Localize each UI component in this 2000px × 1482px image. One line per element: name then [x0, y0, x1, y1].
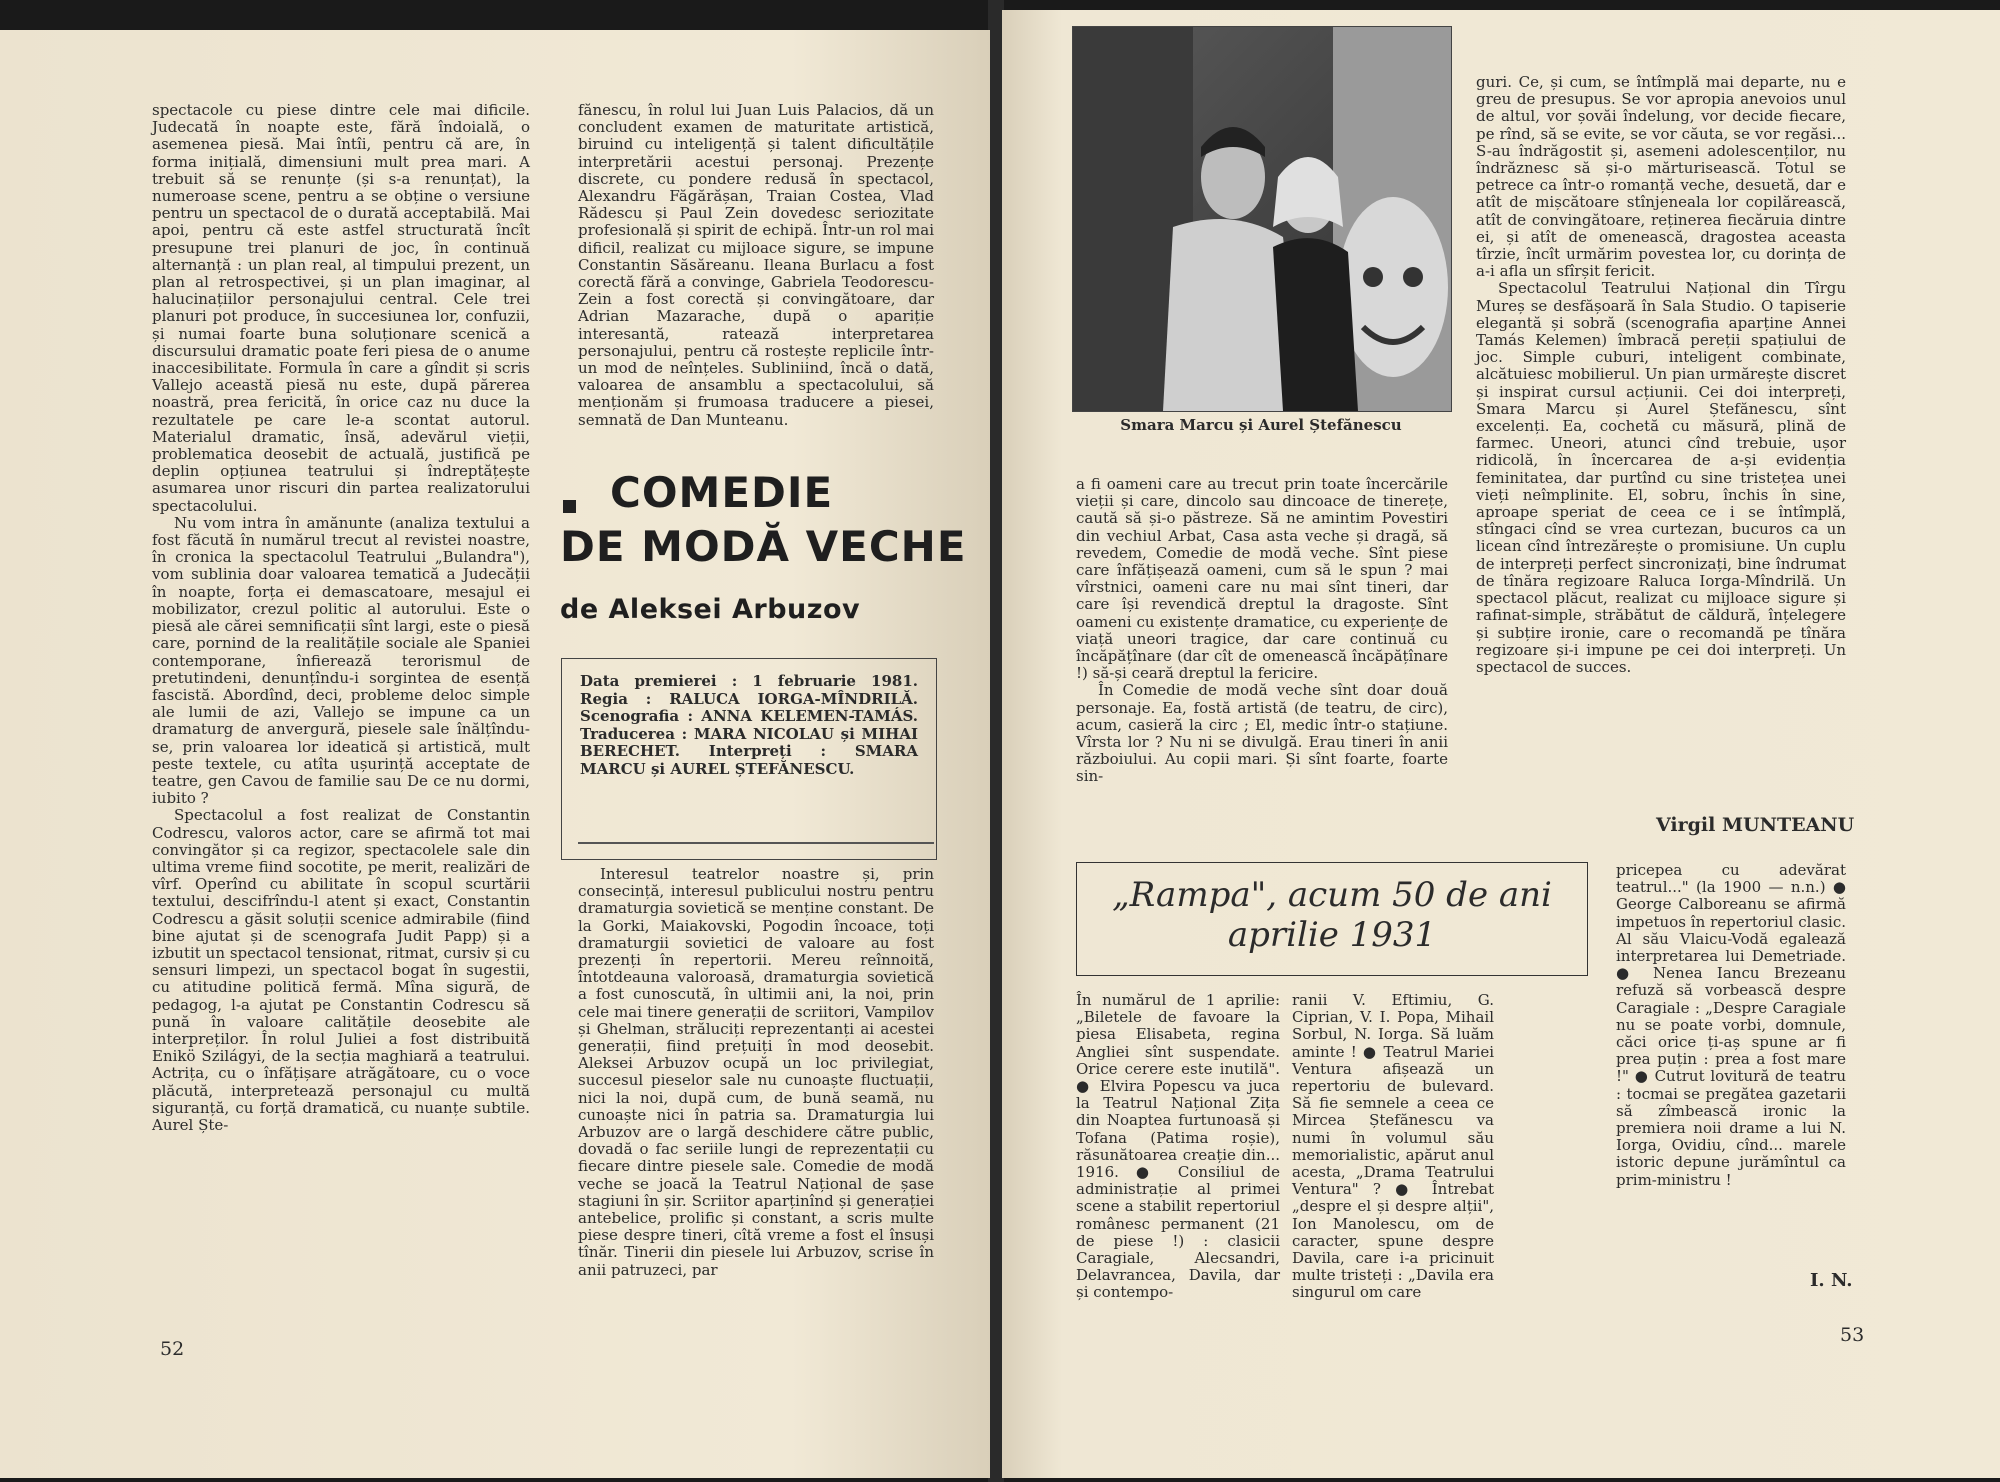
left-column-2-bottom	[578, 866, 934, 1279]
rampa-column-1	[1076, 992, 1280, 1302]
paragraph: Nu vom intra în amănunte (analiza textului a fost făcută în numărul trecut al revistei noastre, în cronica la spectacolul Teatrului „Bulandra"), vom sublinia doar valoarea tematică a Judecății în noapte, forța ei demascatoare, mesajul ei mobilizator, crezul politic al autorului. Este o piesă ale cărei semnificații sînt largi, este o piesă care, pornind de la realitățile sociale ale Spaniei contemporane, înfierează terorismul de pretutindeni, denunțîndu-i sorgintea de esență fascistă. Abordînd, deci, probleme deloc simple ale lumii de azi, Vallejo se impune ca un dramaturg de anvergură, piesele sale înălțîndu-se, prin valoarea lor ideatică și artistică, mult peste textele, cu atîta ușurință acceptate de teatre, gen Cavou de familie sau De ce nu dormi, iubito ?	[152, 513, 530, 808]
rampa-subtitle: aprilie 1931	[1227, 915, 1437, 955]
rampa-column-2	[1292, 992, 1494, 1302]
rampa-title: „Rampa", acum 50 de ani	[1112, 875, 1552, 915]
paragraph: pricepea cu adevărat teatrul..." (la 1900 — n.n.) ● George Calboreanu se afirmă impetuos în repertoriul clasic. Al său Vlaicu-Vodă egalează interpretarea lui Demetriade. ● Nenea Iancu Brezeanu refuză să vorbească despre Caragiale : „Despre Caragiale nu se poate vorbi, domnule, căci orice ți-aș spune ar fi prea puțin : prea a fost mare !" ● Cutrut lovitură de teatru : tocmai se pregătea gazetarii să zîmbească ironic la premiera noii drame a lui N. Iorga, Ovidiu, cînd... marele istoric depune jurămîntul ca prim-ministru !	[1616, 861, 1846, 1189]
paragraph: fănescu, în rolul lui Juan Luis Palacios, dă un concludent examen de maturitate artistică, biruind cu inteligență și talent dificultățile interpretării acestui personaj. Prezențe discrete, cu pondere redusă în spectacol, Alexandru Făgărășan, Traian Costea, Vlad Rădescu și Paul Zein dovedesc seriozitate profesională și spirit de echipă. Într-un rol mai dificil, realizat cu mijloace sigure, se impune Constantin Săsăreanu. Ileana Burlacu a fost corectă fără a convinge, Gabriela Teodorescu-Zein a fost corectă și convingătoare, dar Adrian Mazarache, după o apariție interesantă, ratează interpretarea personajului, pentru că rostește replicile într-un mod de neînțeles. Subliniind, încă o dată, valoarea de ansamblu a spectacolului, să menționăm și frumoasa traducere a piesei, semnată de Dan Munteanu.	[578, 101, 934, 429]
paragraph: În numărul de 1 aprilie: „Biletele de favoare la piesa Elisabeta, regina Angliei sînt suspendate. Orice cerere este inutilă". ● Elvira Popescu va juca la Teatrul Național Zița din Noaptea furtunoasă și Tofana (Patima roșie), răsunătoarea creație din... 1916. ● Consiliul de administrație al primei scene a stabilit repertoriul românesc permanent (21 de piese !) : clasicii Caragiale, Alecsandri, Delavrancea, Davila, dar și contempo-	[1076, 991, 1280, 1302]
paragraph: Spectacolul Teatrului Național din Tîrgu Mureș se desfășoară în Sala Studio. O tapiserie elegantă și sobră (scenografia aparține Annei Tamás Kelemen) îmbracă pereții spațiului de joc. Simple cuburi, inteligent combinate, alcătuiesc mobilierul. Un pian urmărește discret și inspirat cursul acțiunii. Cei doi interpreți, Smara Marcu și Aurel Ștefănescu, sînt excelenți. Ea, cochetă cu măsură, plină de farmec. Uneori, atunci cînd trebuie, ușor ridicolă, în încercarea de a-și evidenția feminitatea, dar purtînd cu sine tristețea unei vieți neîmplinite. El, sobru, închis în sine, aproape speriat de ceea ce i se întîmplă, stîngaci cînd se vrea curtezan, bucuros ca un licean cînd întrezărește o promisiune. Un cuplu de interpreți perfect sincronizați, bine îndrumat de tînăra regizoare Raluca Iorga-Mîndrilă. Un spectacol plăcut, realizat cu mijloace sigure și rafinat-simple, străbătut de căldură, înțelegere și subțire ironie, care o recomandă pe tînăra regizoare și-i impune pe cei doi interpreți. Un spectacol de succes.	[1476, 279, 1846, 676]
premiere-info-box: Data premierei : 1 februarie 1981. Regia : RALUCA IORGA-MÎNDRILĂ. Scenografia : ANNA KELEMEN-TAMÁS. Traducerea : MARA NICOLAU și MIHAI BERECHET. Interpreți : SMARA MARCU și AUREL ȘTEFĂNESCU.	[561, 658, 937, 860]
paragraph: spectacole cu piese dintre cele mai dificile. Judecată în noapte este, fără îndoială, o asemenea piesă. Mai întîi, pentru că are, în forma inițială, dimensiuni mult prea mari. A trebuit să se renunțe (și s-a renunțat), la numeroase scene, pentru a se obține o versiune pentru un spectacol de o durată acceptabilă. Mai apoi, pentru că este astfel structurată încît presupune trei planuri de joc, în continuă alternanță : un plan real, al timpului prezent, un plan al retrospectivei, și un plan imaginar, al halucinațiilor personajului central. Cele trei planuri pot produce, în succesiunea lor, confuzii, și numai foarte buna soluționare scenică a discursului dramatic poate feri piesa de o anume inaccesibilitate. Formula în care a gîndit și scris Vallejo această piesă nu este, după părerea noastră, prea fericită, în orice caz nu duce la rezultatele pe care le-a scontat autorul. Materialul dramatic, însă, adevărul vieții, problematica deosebit de actuală, justifică pe deplin opțiunea teatrului și îndreptățește asumarea unor riscuri din partea realizatorului spectacolului.	[152, 101, 530, 515]
rampa-column-3	[1616, 862, 1846, 1189]
paragraph: a fi oameni care au trecut prin toate încercările vieții și care, dincolo sau dincoace de tinerețe, caută să și-o păstreze. Să ne amintim Povestiri din vechiul Arbat, Casa asta veche și dragă, să revedem, Comedie de modă veche. Sînt piese care înfățișează oameni, cum să le spun ? mai vîrstnici, oameni care nu mai sînt tineri, dar care își revendică dreptul la dragoste. Sînt oameni cu existențe dramatice, cu experiențe de viață uneori tragice, dar care continuă cu încăpățînare (dar cît de omenească încăpățînare !) să-și ceară dreptul la fericire.	[1076, 475, 1448, 683]
left-page	[0, 30, 990, 1478]
square-bullet	[563, 500, 576, 513]
author-signature: Virgil MUNTEANU	[1656, 814, 1855, 836]
paragraph: În Comedie de modă veche sînt doar două personaje. Ea, fostă artistă (de teatru, de circ), acum, casieră la circ ; El, medic într-o stațiune. Vîrsta lor ? Nu ni se divulgă. Erau tineri în anii războiului. Au copii mari. Și sînt foarte, foarte sin-	[1076, 681, 1448, 786]
article-title-line1: COMEDIE	[610, 468, 834, 517]
left-column-1	[152, 102, 530, 1134]
left-column-2-top	[578, 102, 934, 429]
right-column-1	[1076, 476, 1448, 786]
page-number: 53	[1840, 1324, 1865, 1346]
divider	[578, 842, 934, 844]
photo-caption: Smara Marcu și Aurel Ștefănescu	[1120, 416, 1402, 434]
rampa-heading-box	[1076, 862, 1588, 976]
paragraph: Spectacolul a fost realizat de Constantin Codrescu, valoros actor, care se afirmă tot mai convingător și ca regizor, spectacolele sale din ultima vreme fiind socotite, pe merit, realizări de vîrf. Operînd cu abilitate în scopul scurtării textului, descifrîndu-l atent și exact, Constantin Codrescu a găsit soluții scenice admirabile (fiind bine ajutat și de scenografa Judit Papp) și a izbutit un spectacol tensionat, ritmat, cursiv și cu sensuri limpezi, un spectacol bogat în sugestii, cu atitudine politică fermă. Mîna sigură, de pedagog, l-a ajutat pe Constantin Codrescu să pună în valoare calitățile deosebite ale interpreților. În rolul Juliei a fost distribuită Enikö Szilágyi, de la secția maghiară a teatrului. Actrița, cu o înfățișare atrăgătoare, cu o voce plăcută, interpretează personajul cu multă siguranță, cu forță dramatică, cu nuanțe subtile. Aurel Ște-	[152, 806, 530, 1134]
article-author: de Aleksei Arbuzov	[560, 594, 861, 625]
page-number: 52	[160, 1338, 185, 1360]
article-title-line2: DE MODĂ VECHE	[560, 522, 967, 571]
paragraph: ranii V. Eftimiu, G. Ciprian, V. I. Popa, Mihail Sorbul, N. Iorga. Să luăm aminte ! ● Teatrul Mariei Ventura afișează un repertoriu de bulevard. Să fie semnele a ceea ce Mircea Ștefănescu va numi în volumul său memorialistic, apărut anul acesta, „Drama Teatrului Ventura" ? ● Întrebat „despre el și despre alții", Ion Manolescu, om de caracter, spune despre Davila, care i-a pricinuit multe tristeți : „Davila era singurul om care	[1292, 991, 1494, 1302]
right-column-2	[1476, 74, 1846, 676]
rampa-signature: I. N.	[1810, 1270, 1853, 1291]
stage-photo	[1072, 26, 1452, 412]
paragraph: guri. Ce, și cum, se întîmplă mai departe, nu e greu de presupus. Se vor apropia anevoios unul de altul, vor șovăi îndelung, vor decide fiecare, pe rînd, să se evite, se vor căuta, se vor regăsi... S-au îndrăgostit și, asemeni adolescenților, nu îndrăznesc să și-o mărturisească. Totul se petrece ca într-o romanță veche, desuetă, dar e atît de mișcătoare stînjeneala lor copilărească, atît de convingătoare, reținerea fiecăruia dintre ei, și atît de omenească, dragostea aceasta tîrzie, încît urmărim povestea lor, cu dorința de a-i afla un sfîrșit fericit.	[1476, 73, 1846, 281]
photo-image	[1073, 27, 1451, 411]
paragraph: Interesul teatrelor noastre și, prin consecință, interesul publicului nostru pentru dramaturgia sovietică se menține constant. De la Gorki, Maiakovski, Pogodin încoace, toți dramaturgii sovietici de valoare au fost prezenți în repertorii. Mereu reînnoită, întotdeauna valoroasă, dramaturgia sovietică a fost cunoscută, în ultimii ani, la noi, prin cele mai tinere generații de scriitori, Vampilov și Ghelman, străluciți reprezentanți ai acestei generații, fiind prețuiți în mod deosebit. Aleksei Arbuzov ocupă un loc privilegiat, succesul pieselor sale nu cunoaște fluctuații, nici la noi, după cum, de bună seamă, nu cunoaște nici în patria sa. Dramaturgia lui Arbuzov are o largă deschidere către public, dovadă o fac seriile lungi de reprezentații cu fiecare dintre piesele sale. Comedie de modă veche se joacă la Teatrul Național de șase stagiuni în șir. Scriitor aparținînd și generației antebelice, prolific și constant, a scris multe piese despre tineri, cîtă vreme a fost el însuși tînăr. Tinerii din piesele lui Arbuzov, scrise în anii patruzeci, par	[578, 865, 934, 1279]
right-page	[1002, 10, 2000, 1478]
